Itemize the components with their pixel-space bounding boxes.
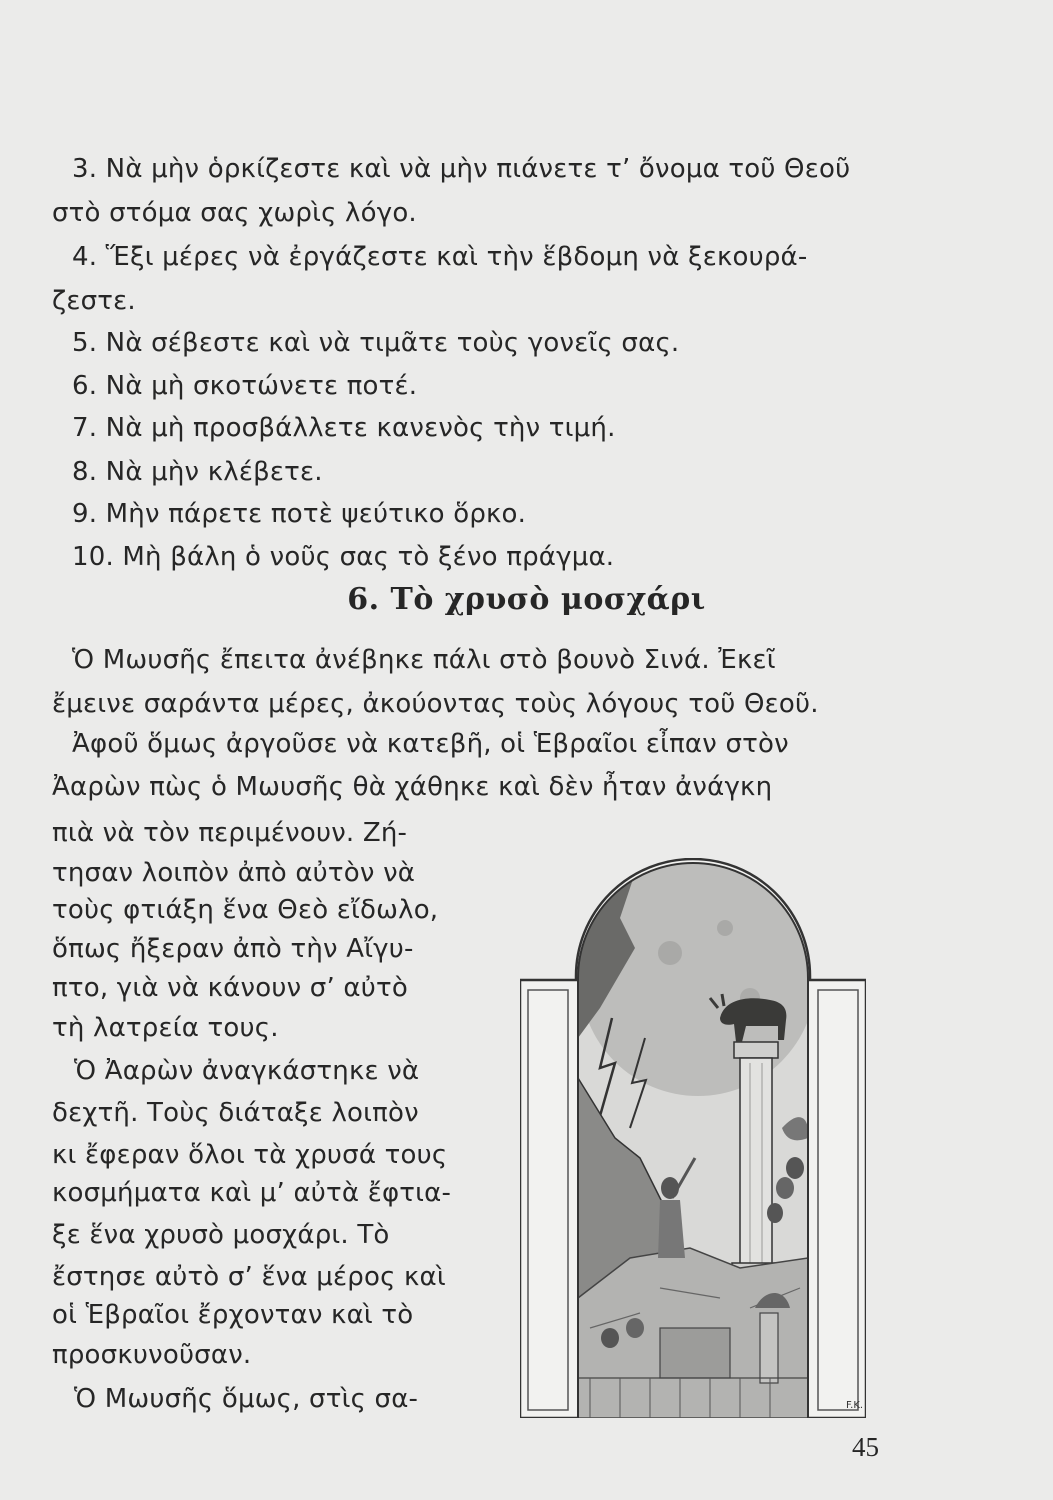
column-line: τοὺς φτιάξη ἕνα Θεὸ εἴδωλο, (52, 895, 439, 925)
column-line: Ὁ Μωυσῆς ὅμως, στὶς σα- (74, 1384, 419, 1414)
commandment-5: 5. Νὰ σέβεστε καὶ νὰ τιμᾶτε τοὺς γονεῖς σας. (72, 328, 680, 358)
commandment-8: 8. Νὰ μὴν κλέβετε. (72, 457, 323, 487)
commandment-10: 10. Μὴ βάλη ὁ νοῦς σας τὸ ξένο πράγμα. (72, 542, 615, 572)
column-line: ξε ἕνα χρυσὸ μοσχάρι. Τὸ (52, 1220, 390, 1250)
commandment-3-line-2: στὸ στόμα σας χωρὶς λόγο. (52, 198, 417, 228)
column-line: κοσμήματα καὶ μ’ αὐτὰ ἔφτια- (52, 1178, 452, 1208)
pillar (740, 1058, 772, 1268)
column-line: δεχτῆ. Τοὺς διάταξε λοιπὸν (52, 1098, 419, 1128)
column-line: κι ἔφεραν ὅλοι τὰ χρυσά τους (52, 1140, 448, 1170)
column-line: τὴ λατρεία τους. (52, 1013, 279, 1043)
commandment-3-line-1: 3. Νὰ μὴν ὁρκίζεστε καὶ νὰ μὴν πιάνετε τ’ ὄνομα τοῦ Θεοῦ (72, 154, 851, 184)
commandment-4-line-2: ζεστε. (52, 286, 136, 316)
page-number: 45 (852, 1432, 879, 1462)
paragraph-line: ἔμεινε σαράντα μέρες, ἀκούοντας τοὺς λόγους τοῦ Θεοῦ. (52, 689, 819, 719)
commandment-6: 6. Νὰ μὴ σκοτώνετε ποτέ. (72, 371, 418, 401)
column-line: ὅπως ἤξεραν ἀπὸ τὴν Αἴγυ- (52, 934, 414, 964)
golden-calf-illustration (520, 858, 866, 1418)
paragraph-line: Ἀαρὼν πὼς ὁ Μωυσῆς θὰ χάθηκε καὶ δὲν ἦταν ἀνάγκη (52, 772, 773, 802)
column-line: πτο, γιὰ νὰ κάνουν σ’ αὐτὸ (52, 973, 408, 1003)
column-line: οἱ Ἑβραῖοι ἔρχονταν καὶ τὸ (52, 1300, 414, 1330)
commandment-4-line-1: 4. Ἕξι μέρες νὰ ἐργάζεστε καὶ τὴν ἕβδομη νὰ ξεκουρά- (72, 242, 808, 272)
paragraph-line: Ὁ Μωυσῆς ἔπειτα ἀνέβηκε πάλι στὸ βουνὸ Σινά. Ἐκεῖ (72, 645, 776, 675)
illustrator-signature: F.K. (846, 1400, 864, 1411)
column-line: ἔστησε αὐτὸ σ’ ἕνα μέρος καὶ (52, 1262, 446, 1292)
paragraph-line: Ἀφοῦ ὅμως ἀργοῦσε νὰ κατεβῆ, οἱ Ἑβραῖοι εἶπαν στὸν (72, 729, 789, 759)
section-title: 6. Τὸ χρυσὸ μοσχάρι (347, 582, 706, 617)
column-line: τησαν λοιπὸν ἀπὸ αὐτὸν νὰ (52, 858, 416, 888)
column-line: Ὁ Ἀαρὼν ἀναγκάστηκε νὰ (74, 1056, 420, 1086)
column-line: πιὰ νὰ τὸν περιμένουν. Ζή- (52, 818, 408, 848)
commandment-9: 9. Μὴν πάρετε ποτὲ ψεύτικο ὅρκο. (72, 499, 527, 529)
commandment-7: 7. Νὰ μὴ προσβάλλετε κανενὸς τὴν τιμή. (72, 413, 616, 443)
column-line: προσκυνοῦσαν. (52, 1340, 252, 1370)
